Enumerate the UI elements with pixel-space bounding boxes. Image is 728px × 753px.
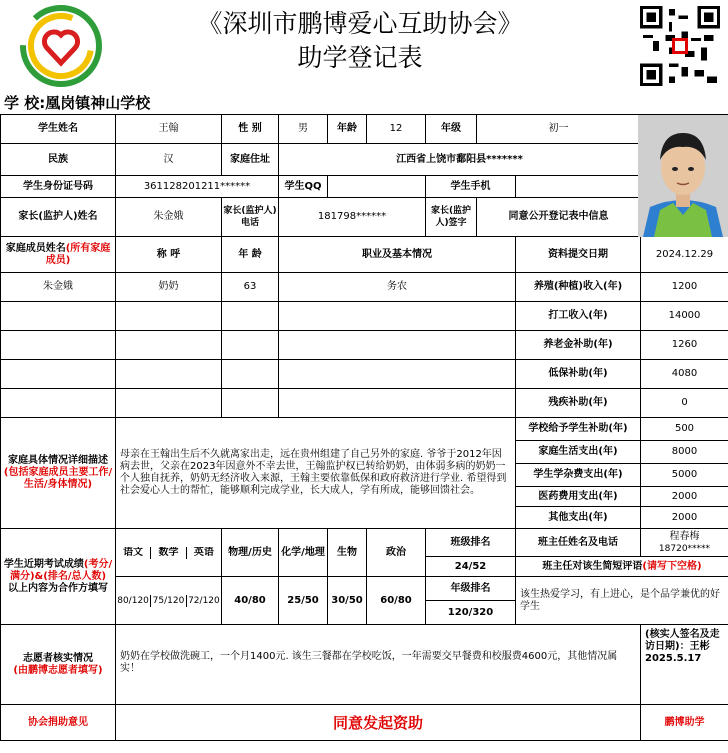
subject-header: [116, 529, 222, 577]
score-value: 60/80: [367, 577, 426, 625]
title-line-1: 《深圳市鹏博爱心互助协会》: [197, 9, 523, 38]
finance-label: 打工收入(年): [516, 302, 641, 331]
document-title: [150, 10, 570, 72]
situation-label: [1, 418, 116, 529]
comment-label-red: (请写下空格): [642, 560, 702, 572]
finance-label: 残疾补助(年): [516, 389, 641, 418]
scores-label-main: 学生近期考试成绩: [3, 558, 84, 570]
score-value: 75/120: [151, 595, 187, 607]
family-label-main: 家庭成员姓名: [5, 242, 66, 254]
association-logo: [20, 5, 102, 87]
member-relation: 奶奶: [116, 273, 222, 302]
score-value: 40/80: [222, 577, 279, 625]
score-value: 80/120: [117, 595, 149, 606]
finance-label: 低保补助(年): [516, 360, 641, 389]
teacher-comment: 该生热爱学习，有上进心，是个品学兼优的好学生: [516, 577, 728, 625]
empty-cell: [222, 302, 279, 331]
empty-cell: [116, 389, 222, 418]
qq-value: [328, 176, 426, 198]
teacher-label: 班主任姓名及电话: [516, 529, 641, 557]
empty-cell: [116, 302, 222, 331]
finance-value: 1200: [641, 273, 728, 302]
address-label: 家庭住址: [222, 144, 279, 176]
scores-label-red: (考分/满分)&(排名/总人数): [9, 558, 113, 582]
member-age: 63: [222, 273, 279, 302]
situation-label-red: (包括家庭成员主要工作/生活/身体情况): [3, 467, 113, 490]
verifier-signature: (核实人签名及走访日期)：王彬 2025.5.17: [641, 625, 728, 705]
empty-cell: [279, 302, 516, 331]
family-members-label: [1, 237, 116, 273]
empty-cell: [222, 360, 279, 389]
empty-cell: [222, 389, 279, 418]
volunteer-label-main: 志愿者核实情况: [23, 652, 93, 664]
qr-code-icon: [640, 6, 720, 86]
volunteer-label: [1, 625, 116, 705]
age-value: 12: [367, 115, 426, 144]
subject-name: 物理/历史: [222, 529, 279, 577]
gender-value: 男: [279, 115, 328, 144]
finance-value: 2000: [641, 487, 728, 507]
finance-value: 500: [641, 418, 728, 441]
id-number-value: 361128201211******: [116, 176, 279, 198]
phone-value: [516, 176, 641, 198]
ethnic-label: 民族: [1, 144, 116, 176]
gender-label: 性 别: [222, 115, 279, 144]
registration-form-table: [0, 114, 728, 741]
grade-rank-label: 年级排名: [426, 577, 516, 601]
volunteer-verification-text: 奶奶在学校做洗碗工，一个月1400元. 该生三餐都在学校吃饭，一年需要交早餐费和校服费4600元，其他情况属实！: [116, 625, 641, 705]
school-label: 学 校:: [4, 94, 46, 112]
score-value: 25/50: [279, 577, 328, 625]
guardian-sign-label: 家长(监护人)签字: [426, 198, 477, 237]
job-header: 职业及基本情况: [279, 237, 516, 273]
finance-label: 学生学杂费支出(年): [516, 464, 641, 487]
finance-label: 其他支出(年): [516, 507, 641, 529]
finance-value: 2000: [641, 507, 728, 529]
consent-text: 同意公开登记表中信息: [477, 198, 641, 237]
address-value: 江西省上饶市鄱阳县*******: [279, 144, 641, 176]
finance-label: 学校给予学生补助(年): [516, 418, 641, 441]
empty-cell: [1, 331, 116, 360]
score-value: 72/120: [188, 595, 220, 606]
finance-value: 1260: [641, 331, 728, 360]
comment-label-main: 班主任对该生简短评语: [542, 560, 643, 572]
donation-opinion: 同意发起资助: [116, 705, 641, 741]
subject-name: 政治: [367, 529, 426, 577]
finance-value: 14000: [641, 302, 728, 331]
document-header: [0, 0, 728, 90]
finance-label: 养殖(种植)收入(年): [516, 273, 641, 302]
donation-opinion-label: 协会捐助意见: [1, 705, 116, 741]
empty-cell: [279, 389, 516, 418]
relation-header: 称 呼: [116, 237, 222, 273]
member-name: 朱金娥: [1, 273, 116, 302]
member-job: 务农: [279, 273, 516, 302]
score-value: 30/50: [328, 577, 367, 625]
teacher-name: 程春梅: [669, 530, 700, 542]
grade-value: 初一: [477, 115, 641, 144]
family-label-red: (所有家庭成员): [45, 242, 111, 266]
empty-cell: [1, 360, 116, 389]
finance-label: 家庭生活支出(年): [516, 441, 641, 464]
student-photo: [638, 115, 728, 237]
teacher-phone: 18720*****: [658, 543, 711, 554]
finance-label: 养老金补助(年): [516, 331, 641, 360]
guardian-phone-label: 家长(监护人)电话: [222, 198, 279, 237]
age-label: 年龄: [328, 115, 367, 144]
school-name: 凰岗镇神山学校: [45, 94, 151, 112]
phone-label: 学生手机: [426, 176, 516, 198]
class-rank-value: 24/52: [426, 557, 516, 577]
student-name-label: 学生姓名: [1, 115, 116, 144]
situation-description: 母亲在王翰出生后不久就离家出走，远在贵州组建了自己另外的家庭. 爷爷于2012年因病去世，父亲在2023年因意外不幸去世，王翰监护权已转给奶奶，由体弱多病的奶奶一个人独自抚养，奶奶无经济收入来源，王翰主要依靠低保和政府救济进行学业. 希望得到社会爱心人士的帮忙，能够顺利完成学业，长大成人，学有所成，能够回馈社会。: [116, 418, 516, 529]
subject-name: 化学/地理: [279, 529, 328, 577]
guardian-name: 朱金娥: [116, 198, 222, 237]
ethnic-value: 汉: [116, 144, 222, 176]
title-line-2: 助学登记表: [297, 43, 423, 72]
class-rank-label: 班级排名: [426, 529, 516, 557]
finance-value: 0: [641, 389, 728, 418]
guardian-phone: 181798******: [279, 198, 426, 237]
qq-label: 学生QQ: [279, 176, 328, 198]
empty-cell: [1, 389, 116, 418]
empty-cell: [1, 302, 116, 331]
subject-name: 语文: [116, 547, 151, 559]
scores-label: [1, 529, 116, 625]
empty-cell: [116, 360, 222, 389]
empty-cell: [222, 331, 279, 360]
empty-cell: [279, 331, 516, 360]
teacher-info: [641, 529, 728, 557]
finance-value: 5000: [641, 464, 728, 487]
age-header: 年 龄: [222, 237, 279, 273]
guardian-name-label: 家长(监护人)姓名: [1, 198, 116, 237]
brand-label: 鹏博助学: [641, 705, 728, 741]
subject-name: 英语: [193, 546, 214, 558]
school-line: [4, 92, 150, 113]
subject-name: 数学: [151, 547, 187, 559]
volunteer-label-red: (由鹏博志愿者填写): [13, 664, 103, 676]
score-values: [116, 577, 222, 625]
scores-label-note: 以上内容为合作方填写: [8, 582, 108, 594]
grade-label: 年级: [426, 115, 477, 144]
finance-value: 4080: [641, 360, 728, 389]
id-number-label: 学生身份证号码: [1, 176, 116, 198]
empty-cell: [279, 360, 516, 389]
submit-date-value: 2024.12.29: [641, 237, 728, 273]
submit-date-label: 资料提交日期: [516, 237, 641, 273]
student-name: 王翰: [116, 115, 222, 144]
empty-cell: [116, 331, 222, 360]
subject-name: 生物: [328, 529, 367, 577]
comment-label: [516, 557, 728, 577]
finance-label: 医药费用支出(年): [516, 487, 641, 507]
finance-value: 8000: [641, 441, 728, 464]
grade-rank-value: 120/320: [426, 601, 516, 625]
situation-label-main: 家庭具体情况详细描述: [8, 455, 108, 466]
